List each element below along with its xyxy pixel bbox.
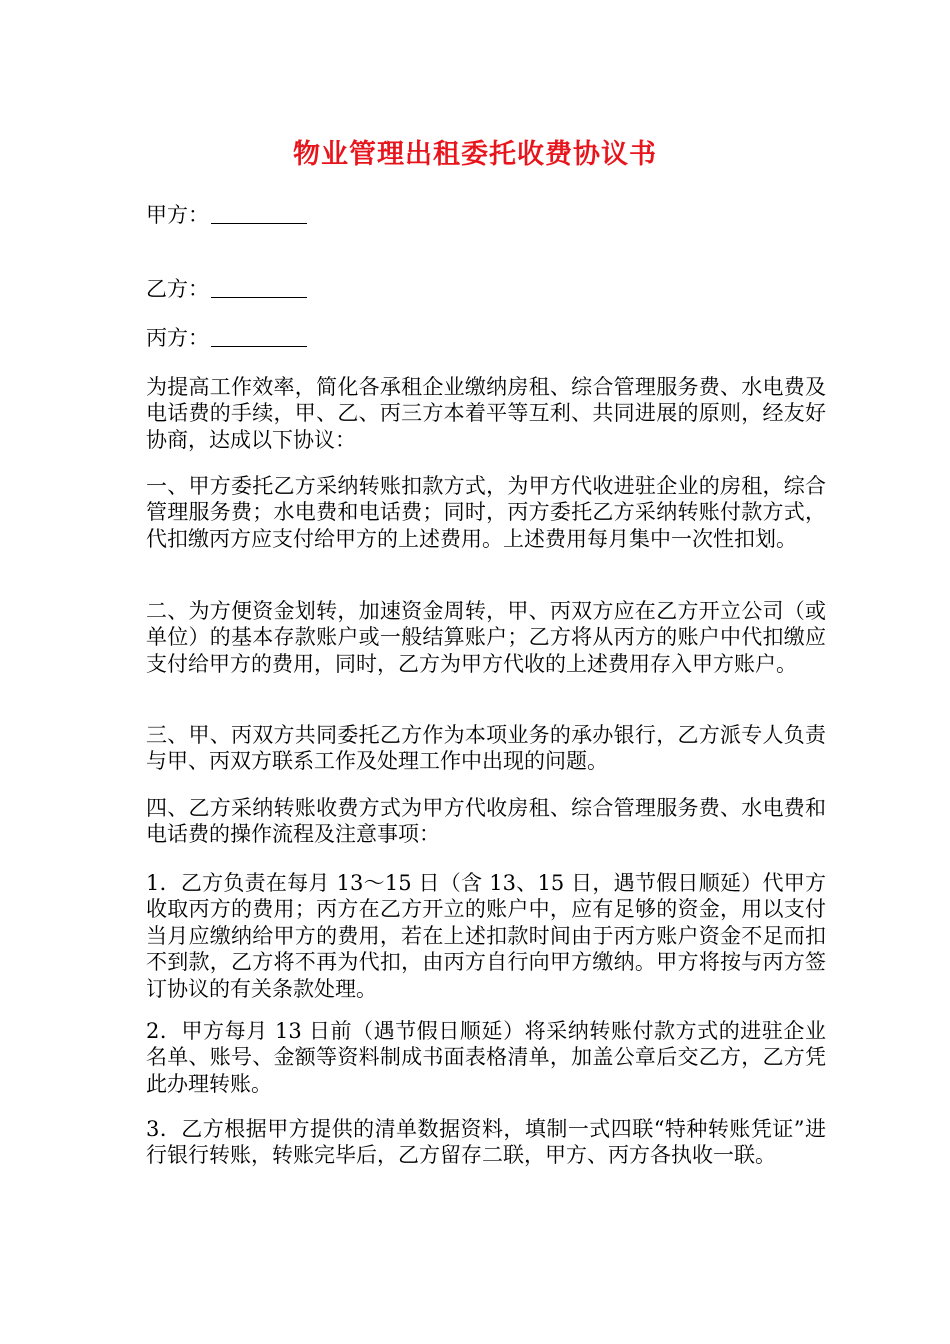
clause-paragraph: 四、乙方采纳转账收费方式为甲方代收房租、综合管理服务费、水电费和电话费的操作流程及注意事项：: [146, 796, 826, 847]
clause-paragraph: 三、甲、丙双方共同委托乙方作为本项业务的承办银行，乙方派专人负责与甲、丙双方联系工作及处理工作中出现的问题。: [146, 723, 826, 774]
clause-paragraph: 一、甲方委托乙方采纳转账扣款方式，为甲方代收进驻企业的房租，综合管理服务费；水电费和电话费；同时，丙方委托乙方采纳转账付款方式，代扣缴丙方应支付给甲方的上述费用。上述费用每月集中一次性扣划。: [146, 474, 826, 551]
party-a-line: [146, 202, 307, 228]
item-paragraph: 2．甲方每月 13 日前（遇节假日顺延）将采纳转账付款方式的进驻企业名单、账号、金额等资料制成书面表格清单，加盖公章后交乙方，乙方凭此办理转账。: [146, 1019, 826, 1096]
party-b-blank: [211, 279, 307, 298]
party-c-label: 丙方：: [146, 326, 209, 350]
document-title: 物业管理出租委托收费协议书: [293, 139, 657, 170]
party-b-label: 乙方：: [146, 277, 209, 301]
party-c-blank: [211, 328, 307, 347]
party-a-label: 甲方：: [146, 203, 209, 227]
item-paragraph: 3．乙方根据甲方提供的清单数据资料，填制一式四联“特种转账凭证”进行银行转账，转账完毕后，乙方留存二联，甲方、丙方各执收一联。: [146, 1117, 826, 1168]
party-a-blank: [211, 205, 307, 224]
clause-paragraph: 二、为方便资金划转，加速资金周转，甲、丙双方应在乙方开立公司（或单位）的基本存款账户或一般结算账户；乙方将从丙方的账户中代扣缴应支付给甲方的费用，同时，乙方为甲方代收的上述费用存入甲方账户。: [146, 599, 826, 676]
party-b-line: [146, 276, 307, 302]
item-paragraph: 1．乙方负责在每月 13～15 日（含 13、15 日，遇节假日顺延）代甲方收取丙方的费用；丙方在乙方开立的账户中，应有足够的资金，用以支付当月应缴纳给甲方的费用，若在上述扣款时间由于丙方账户资金不足而扣不到款，乙方将不再为代扣，由丙方自行向甲方缴纳。甲方将按与丙方签订协议的有关条款处理。: [146, 871, 826, 1001]
intro-paragraph: 为提高工作效率，简化各承租企业缴纳房租、综合管理服务费、水电费及电话费的手续，甲、乙、丙三方本着平等互利、共同进展的原则，经友好协商，达成以下协议：: [146, 375, 826, 452]
party-c-line: [146, 325, 307, 351]
